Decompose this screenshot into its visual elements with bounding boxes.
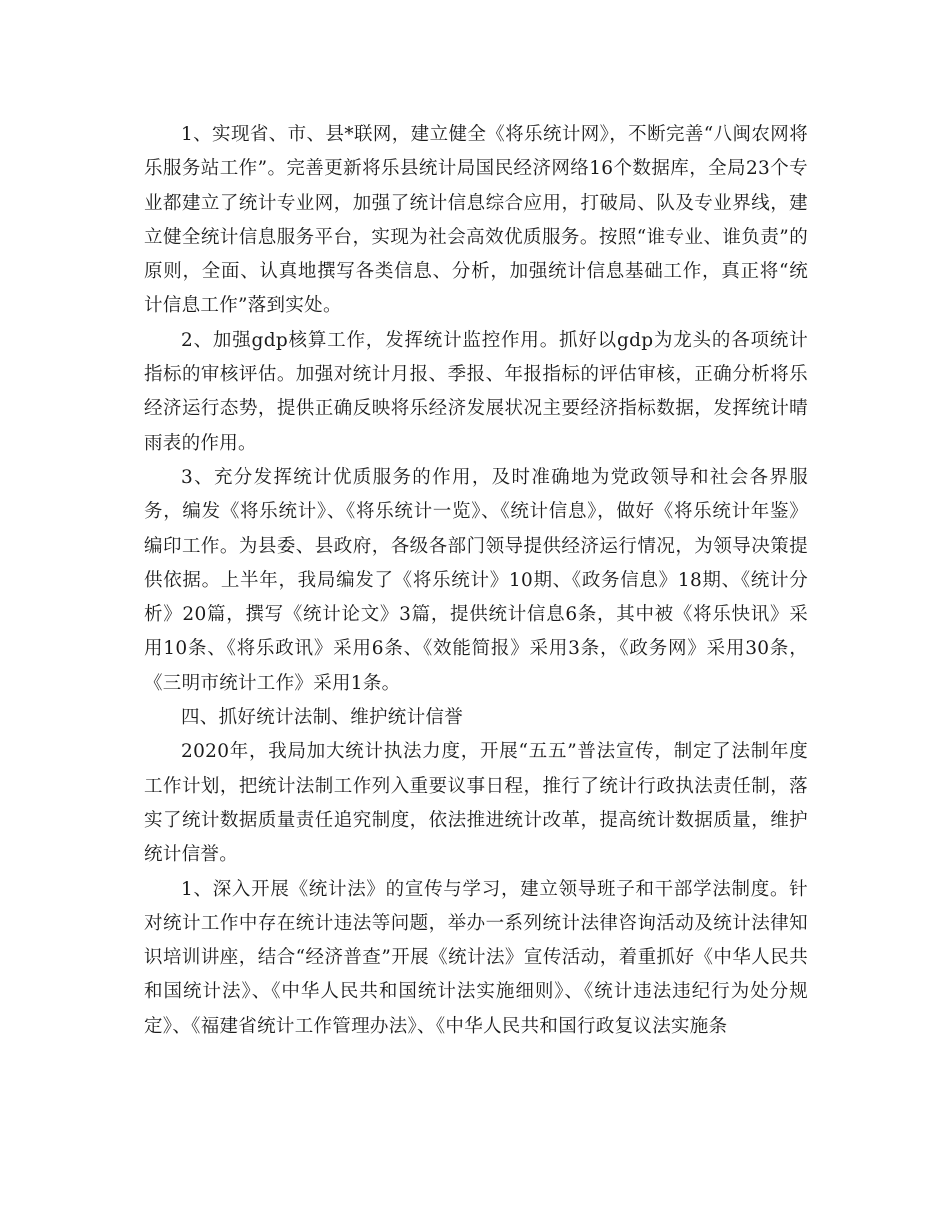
document-body	[144, 118, 808, 1044]
paragraph-3: 3、充分发挥统计优质服务的作用，及时准确地为党政领导和社会各界服务，编发《将乐统计》、《将乐统计一览》、《统计信息》，做好《将乐统计年鉴》编印工作。为县委、县政府，各级各部门领导提供经济运行情况，为领导决策提供依据。上半年，我局编发了《将乐统计》10期、《政务信息》18期、《统计分析》20篇，撰写《统计论文》3篇，提供统计信息6条，其中被《将乐快讯》采用10条、《将乐政讯》采用6条、《效能简报》采用3条，《政务网》采用30条，《三明市统计工作》采用1条。	[144, 466, 808, 694]
paragraph-1: 1、实现省、市、县*联网，建立健全《将乐统计网》，不断完善“八闽农网将乐服务站工作”。完善更新将乐县统计局国民经济网络16个数据库，全局23个专业都建立了统计专业网，加强了统计信息综合应用，打破局、队及专业界线，建立健全统计信息服务平台，实现为社会高效优质服务。按照“谁专业、谁负责”的原则，全面、认真地撰写各类信息、分析，加强统计信息基础工作，真正将“统计信息工作”落到实处。	[144, 124, 808, 317]
section-heading: 四、抓好统计法制、维护统计信誉	[181, 707, 464, 729]
paragraph-2: 2、加强gdp核算工作，发挥统计监控作用。抓好以gdp为龙头的各项统计指标的审核评估。加强对统计月报、季报、年报指标的评估审核，正确分析将乐经济运行态势，提供正确反映将乐经济发展状况主要经济指标数据，发挥统计晴雨表的作用。	[144, 329, 808, 454]
paragraph-5: 1、深入开展《统计法》的宣传与学习，建立领导班子和干部学法制度。针对统计工作中存在统计违法等问题，举办一系列统计法律咨询活动及统计法律知识培训讲座，结合“经济普查”开展《统计法》宣传活动，着重抓好《中华人民共和国统计法》、《中华人民共和国统计法实施细则》、《统计违法违纪行为处分规定》、《福建省统计工作管理办法》、《中华人民共和国行政复议法实施条	[144, 878, 808, 1037]
paragraph-4: 2020年，我局加大统计执法力度，开展“五五”普法宣传，制定了法制年度工作计划，把统计法制工作列入重要议事日程，推行了统计行政执法责任制，落实了统计数据质量责任追究制度，依法推进统计改革，提高统计数据质量，维护统计信誉。	[144, 741, 808, 866]
